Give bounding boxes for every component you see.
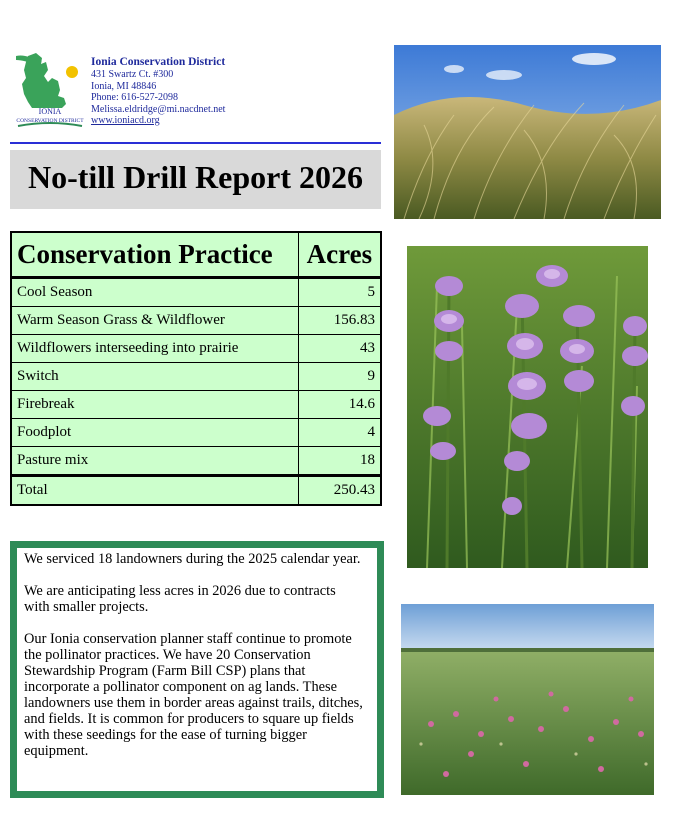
- practice-cell: Foodplot: [11, 419, 298, 447]
- logo-text-top: IONIA: [38, 107, 62, 116]
- table-total-row: [11, 476, 381, 506]
- org-contact-block: [91, 56, 225, 127]
- note-paragraph: We are anticipating less acres in 2026 due to contracts with smaller projects.: [24, 583, 336, 615]
- table-row: [11, 391, 381, 419]
- prairie-field-photo: [401, 604, 654, 795]
- column-header-practice: Conservation Practice: [11, 232, 298, 278]
- table-row: [11, 447, 381, 476]
- header-divider: [10, 142, 381, 144]
- practice-cell: Switch: [11, 363, 298, 391]
- practice-cell: Wildflowers interseeding into prairie: [11, 335, 298, 363]
- org-city: Ionia, MI 48846: [91, 80, 157, 92]
- acres-cell: 9: [298, 363, 381, 391]
- note-paragraph: Our Ionia conservation planner staff continue to promote the pollinator practices. We have 20 Conservation Stewardship Program (Farm Bill CSP) plans that incorporate a pollinator component on ag lands. These landowners use them in border areas against trails, ditches, and fields. It is common for producers to square up fields with these seedings for the ease of turning bigger equipment.: [24, 631, 363, 759]
- practice-table: [10, 231, 382, 506]
- table-row: [11, 307, 381, 335]
- table-row: [11, 335, 381, 363]
- table-row: [11, 419, 381, 447]
- table-row: [11, 278, 381, 307]
- acres-cell: 18: [298, 447, 381, 476]
- notes-content: [17, 548, 377, 791]
- title-banner: [10, 150, 381, 209]
- acres-cell: 14.6: [298, 391, 381, 419]
- column-header-acres: Acres: [298, 232, 381, 278]
- practice-cell: Firebreak: [11, 391, 298, 419]
- org-address: 431 Swartz Ct. #300: [91, 69, 174, 80]
- total-acres-cell: 250.43: [298, 476, 381, 506]
- total-label-cell: Total: [11, 476, 298, 506]
- logo-text-bottom: CONSERVATION DISTRICT: [16, 118, 84, 124]
- org-email[interactable]: Melissa.eldridge@mi.nacdnet.net: [91, 103, 226, 115]
- page-title: No-till Drill Report 2026: [27, 159, 364, 195]
- acres-cell: 43: [298, 335, 381, 363]
- wildflower-bergamot-photo: [407, 246, 648, 568]
- note-paragraph: We serviced 18 landowners during the 2025 calendar year.: [24, 551, 361, 567]
- acres-cell: 4: [298, 419, 381, 447]
- acres-cell: 156.83: [298, 307, 381, 335]
- practice-cell: Pasture mix: [11, 447, 298, 476]
- org-phone: Phone: 616-527-2098: [91, 92, 178, 103]
- table-header-row: [11, 232, 381, 278]
- notes-box: [10, 541, 384, 798]
- ionia-cd-logo: [14, 50, 86, 130]
- practice-cell: Warm Season Grass & Wildflower: [11, 307, 298, 335]
- table-row: [11, 363, 381, 391]
- tall-grass-photo: [394, 45, 661, 219]
- org-name: Ionia Conservation District: [91, 56, 226, 68]
- org-website-link[interactable]: www.ioniacd.org: [91, 115, 160, 126]
- practice-cell: Cool Season: [11, 278, 298, 307]
- acres-cell: 5: [298, 278, 381, 307]
